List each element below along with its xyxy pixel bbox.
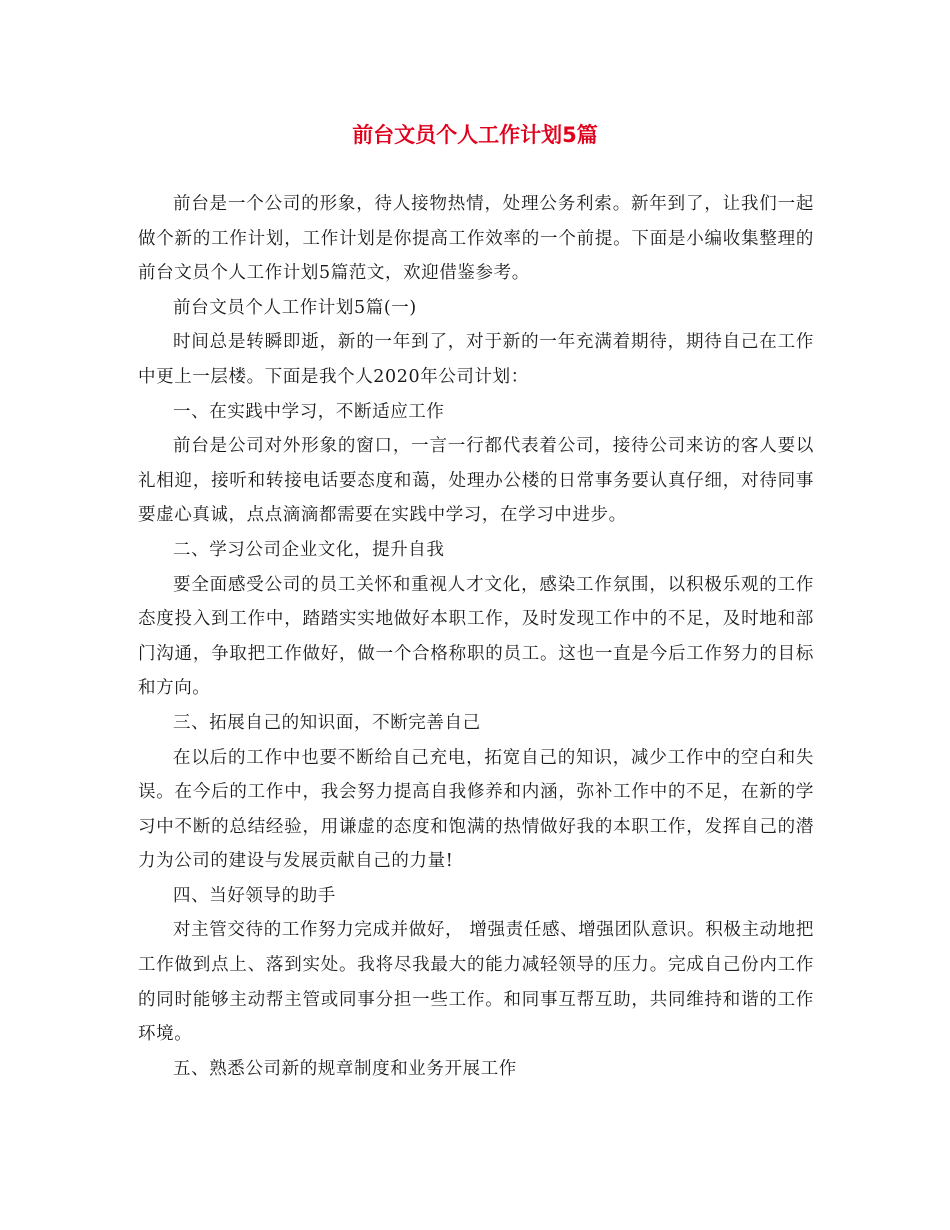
- intro-paragraph: 前台是一个公司的形象，待人接物热情，处理公务利索。新年到了，让我们一起做个新的工作计划，工作计划是你提高工作效率的一个前提。下面是小编收集整理的前台文员个人工作计划5篇范文，欢迎借鉴参考。: [138, 194, 814, 284]
- heading-item-five: 五、熟悉公司新的规章制度和业务开展工作: [173, 1058, 517, 1079]
- paragraph-opening: 时间总是转瞬即逝，新的一年到了，对于新的一年充满着期待，期待自己在工作中更上一层楼。下面是我个人2020年公司计划：: [138, 332, 814, 387]
- heading-item-one: 一、在实践中学习，不断适应工作: [173, 401, 445, 422]
- heading-item-two: 二、学习公司企业文化，提升自我: [173, 539, 445, 560]
- section-heading-part-one: 前台文员个人工作计划5篇(一): [173, 297, 417, 318]
- paragraph-item-one: 前台是公司对外形象的窗口，一言一行都代表着公司，接待公司来访的客人要以礼相迎，接听和转接电话要态度和蔼，处理办公楼的日常事务要认真仔细，对待同事要虚心真诚，点点滴滴都需要在实践中学习，在学习中进步。: [138, 436, 814, 526]
- heading-item-three: 三、拓展自己的知识面，不断完善自己: [173, 712, 481, 733]
- document-body: [138, 187, 814, 1086]
- paragraph-item-two: 要全面感受公司的员工关怀和重视人才文化，感染工作氛围，以积极乐观的工作态度投入到工作中，踏踏实实地做好本职工作，及时发现工作中的不足，及时地和部门沟通，争取把工作做好，做一个合格称职的员工。这也一直是今后工作努力的目标和方向。: [138, 574, 814, 699]
- paragraph-item-three: 在以后的工作中也要不断给自己充电，拓宽自己的知识，减少工作中的空白和失误。在今后的工作中，我会努力提高自我修养和内涵，弥补工作中的不足，在新的学习中不断的总结经验，用谦虚的态度和饱满的热情做好我的本职工作，发挥自己的潜力为公司的建设与发展贡献自己的力量!: [138, 747, 814, 872]
- paragraph-item-four: 对主管交待的工作努力完成并做好， 增强责任感、增强团队意识。积极主动地把工作做到点上、落到实处。我将尽我最大的能力减轻领导的压力。完成自己份内工作的同时能够主动帮主管或同事分担一些工作。和同事互帮互助，共同维持和谐的工作环境。: [138, 920, 814, 1045]
- document-title: 前台文员个人工作计划5篇: [352, 123, 598, 147]
- heading-item-four: 四、当好领导的助手: [173, 885, 336, 906]
